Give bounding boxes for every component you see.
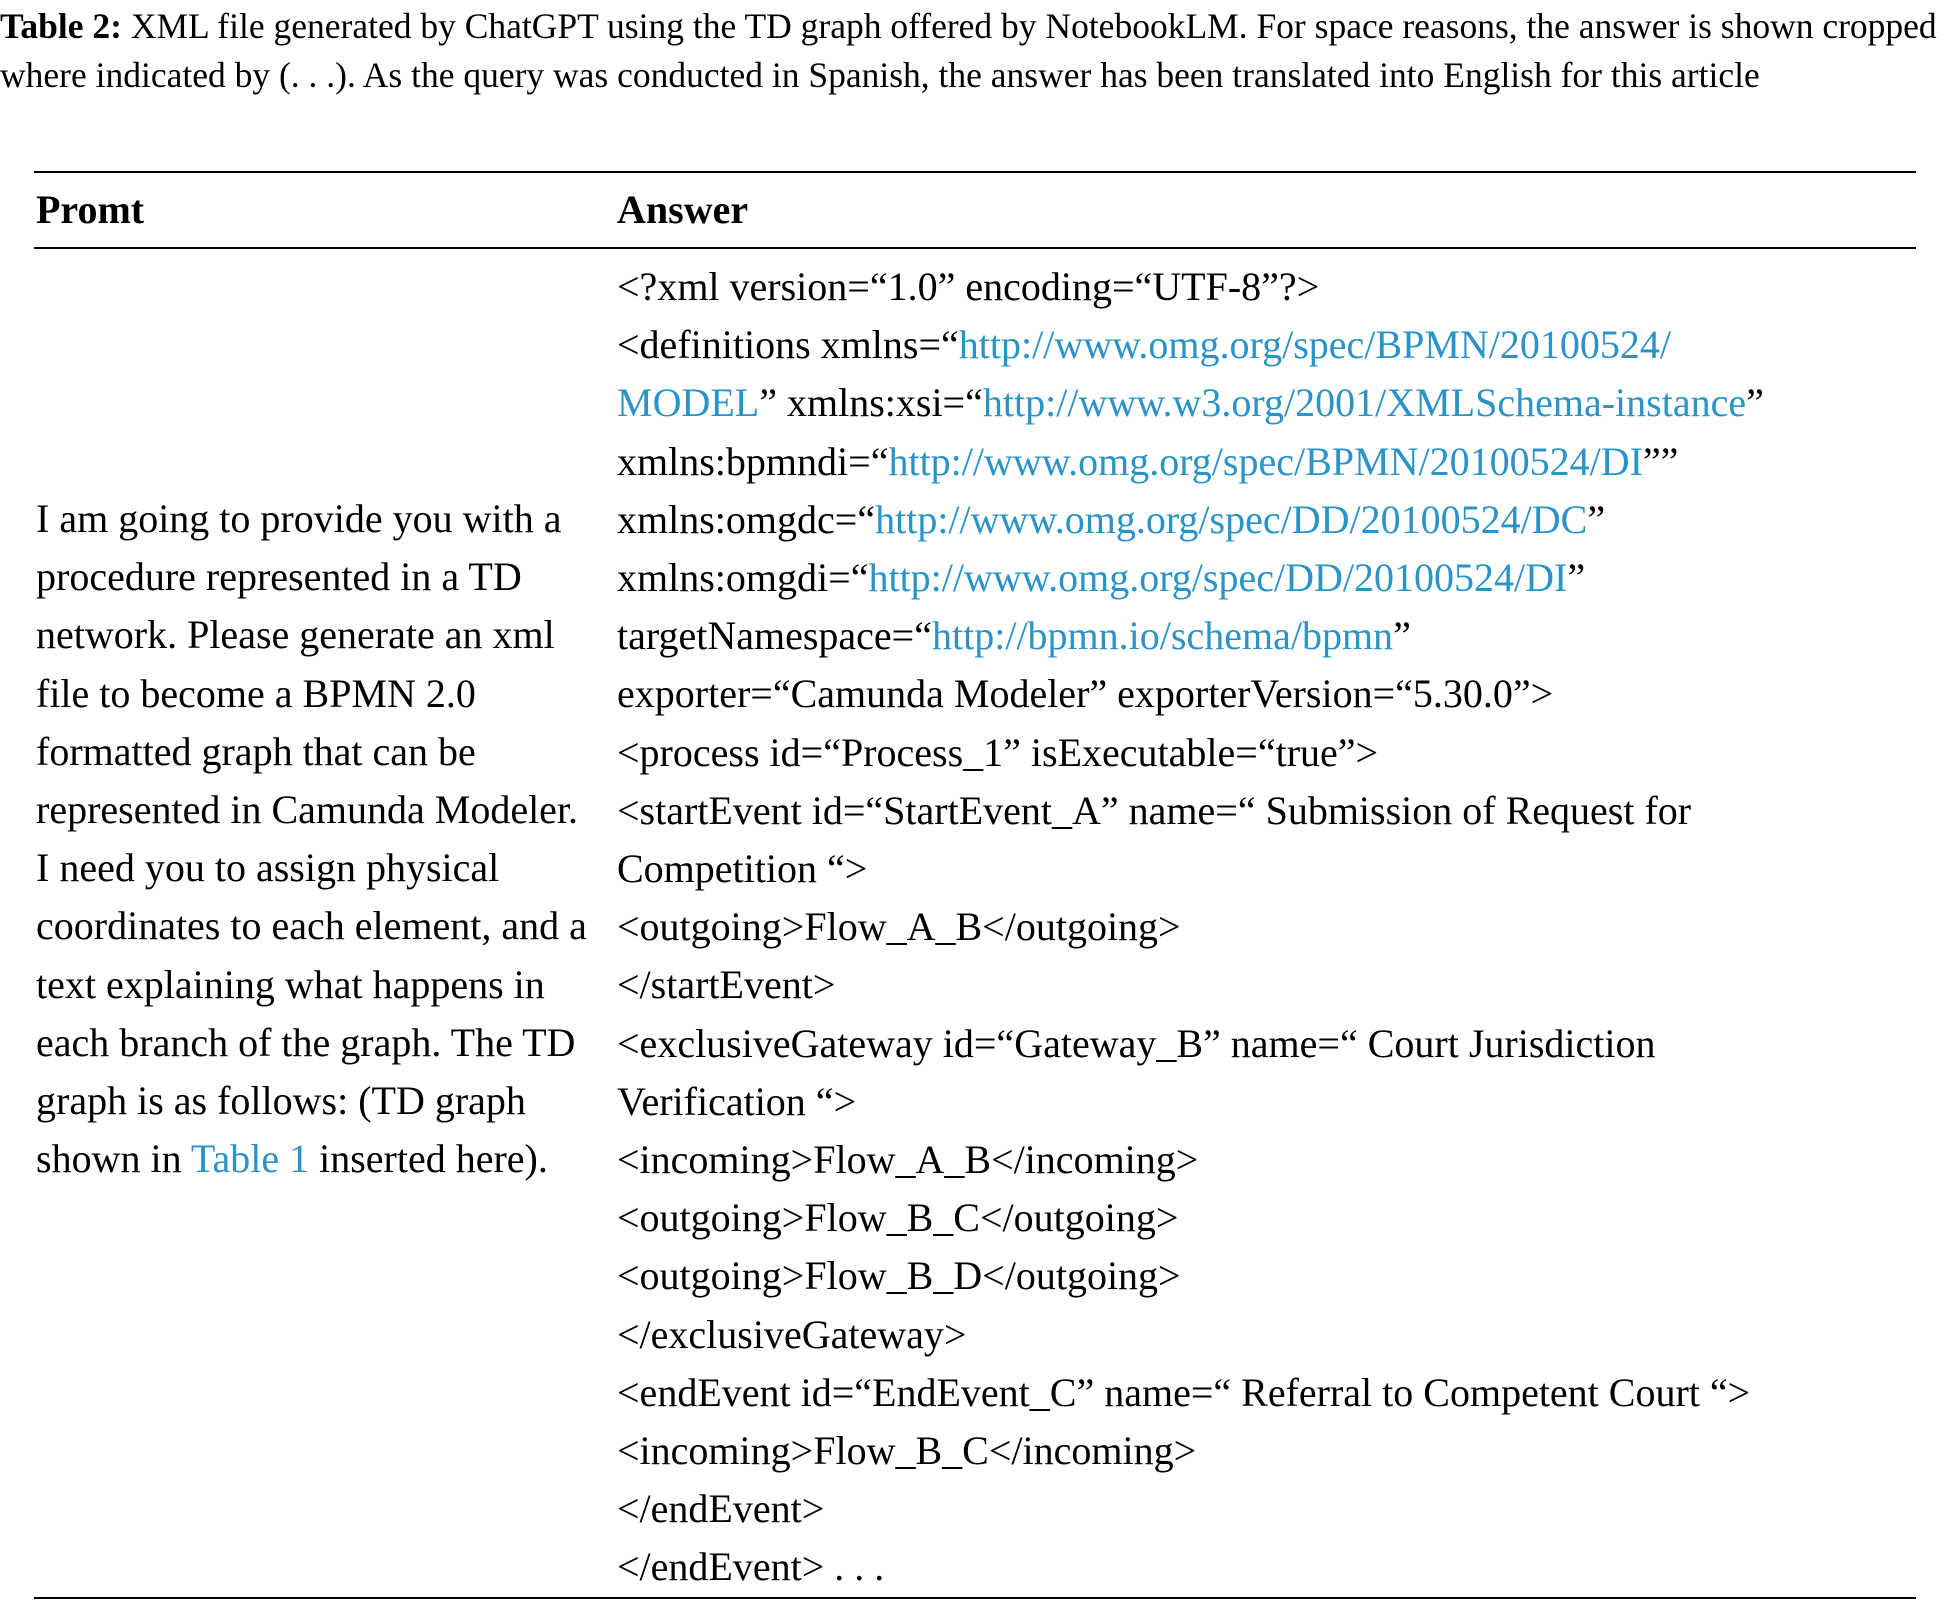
answer-line [617,1247,1937,1305]
code-text: </endEvent> [617,1486,825,1532]
url-link[interactable]: http://www.w3.org/2001/XMLSchema-instance [982,380,1747,426]
answer-line [617,1306,1937,1364]
code-text: <incoming>Flow_B_C</incoming> [617,1428,1197,1474]
answer-line [617,433,1937,491]
answer-line [617,374,1937,432]
table-caption [0,2,1951,100]
code-text: </exclusiveGateway> [617,1311,967,1357]
answer-line [617,1538,1937,1596]
answer-line [617,491,1937,549]
answer-line [617,1364,1937,1422]
column-header-prompt: Promt [36,187,145,232]
answer-cell [617,258,1937,1597]
code-text: Verification “> [617,1078,857,1124]
answer-line [617,1015,1937,1073]
answer-line [617,258,1937,316]
answer-line [617,898,1937,956]
code-text: <endEvent id=“EndEvent_C” name=“ Referral to Competent Court “> [617,1369,1751,1415]
answer-line [617,1422,1937,1480]
code-text: ” [1746,380,1764,426]
caption-text: XML file generated by ChatGPT using the TD graph offered by NotebookLM. For space reasons, the answer is shown cropped where indicated by (. . .). As the query was conducted in Spanish, the answer has been translated into English for this article [0,6,1937,95]
table-header-rule [34,247,1916,249]
answer-line [617,782,1937,840]
prompt-text: I am going to provide you with a procedure represented in a TD network. Please generate an xml file to become a BPMN 2.0 formatted graph that can be represented in Camunda Modeler. I need you to assign physical coordinates to each element, and a text explaining what happens in each branch of the graph. The TD graph is as follows: (TD graph shown in [36,496,587,1182]
url-link[interactable]: http://www.omg.org/spec/BPMN/20100524/DI [888,438,1643,484]
code-text: ” [1393,613,1411,659]
code-text: <outgoing>Flow_B_C</outgoing> [617,1195,1179,1241]
code-text: </endEvent> . . . [617,1544,885,1590]
code-text: <exclusiveGateway id=“Gateway_B” name=“ Court Jurisdiction [617,1020,1656,1066]
column-header-answer: Answer [617,187,749,232]
answer-line [617,665,1937,723]
answer-line [617,1073,1937,1131]
code-text: xmlns:omgdi=“ [617,555,869,601]
code-text: <definitions xmlns=“ [617,322,959,368]
code-text: xmlns:bpmndi=“ [617,438,889,484]
code-text: ” [1587,496,1606,542]
url-link[interactable]: http://www.omg.org/spec/DD/20100524/DC [875,496,1588,542]
answer-line [617,1480,1937,1538]
answer-line [617,840,1937,898]
answer-line [617,724,1937,782]
answer-line [617,956,1937,1014]
table-top-rule [34,171,1916,173]
code-text: targetNamespace=“ [617,613,932,659]
prompt-cell [36,490,596,1188]
answer-line [617,1189,1937,1247]
code-text: ”” [1642,438,1679,484]
code-text: <outgoing>Flow_B_D</outgoing> [617,1253,1181,1299]
caption-label: Table 2: [0,6,122,46]
code-text: Competition “> [617,846,868,892]
code-text: <process id=“Process_1” isExecutable=“true”> [617,729,1379,775]
code-text: ” xmlns:xsi=“ [759,380,983,426]
code-text: <outgoing>Flow_A_B</outgoing> [617,904,1181,950]
code-text: ” [1567,555,1586,601]
answer-line [617,1131,1937,1189]
code-text: <?xml version=“1.0” encoding=“UTF-8”?> [617,264,1320,309]
code-text: exporter=“Camunda Modeler” exporterVersion=“5.30.0”> [617,671,1554,717]
code-text: <startEvent id=“StartEvent_A” name=“ Submission of Request for [617,787,1692,833]
url-link[interactable]: http://www.omg.org/spec/DD/20100524/DI [868,555,1568,601]
url-link[interactable]: http://www.omg.org/spec/BPMN/20100524/ [958,322,1672,368]
answer-line [617,549,1937,607]
table-bottom-rule [34,1597,1916,1599]
prompt-text-end: inserted here). [309,1136,548,1182]
code-text: </startEvent> [617,962,836,1008]
table-1-link[interactable]: Table 1 [190,1136,310,1182]
code-text: <incoming>Flow_A_B</incoming> [617,1137,1199,1183]
url-link[interactable]: http://bpmn.io/schema/bpmn [931,613,1394,659]
answer-line [617,607,1937,665]
url-link[interactable]: MODEL [617,380,760,426]
answer-line [617,316,1937,374]
code-text: xmlns:omgdc=“ [617,496,876,542]
